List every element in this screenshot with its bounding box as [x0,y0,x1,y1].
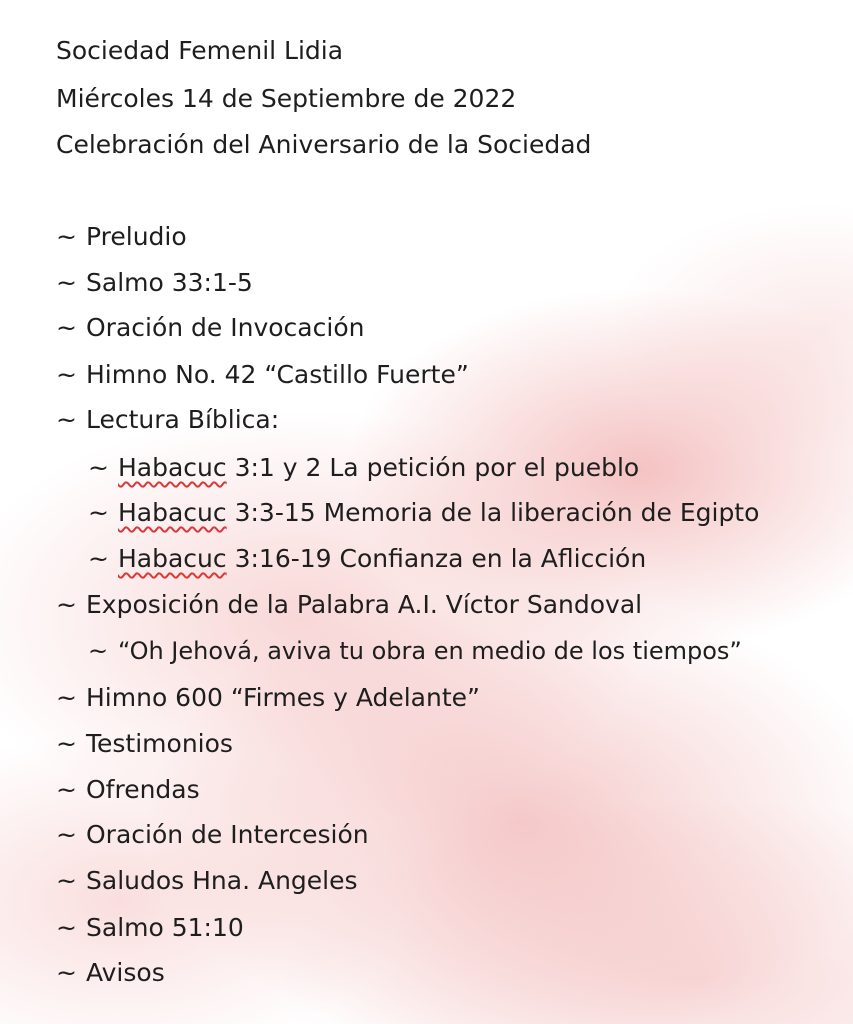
list-item: ~ Himno 600 “Firmes y Adelante” [56,683,480,712]
dash-marker: ~ [56,222,77,251]
event-title: Celebración del Aniversario de la Sociedad [56,130,592,159]
dash-marker: ~ [56,729,77,758]
list-subitem: ~ Habacuc 3:1 y 2 La petición por el pueblo [88,453,640,482]
dash-marker: ~ [56,958,77,987]
society-name: Sociedad Femenil Lidia [56,36,344,65]
event-date: Miércoles 14 de Septiembre de 2022 [56,84,517,113]
list-item: ~ Testimonios [56,729,233,758]
dash-marker: ~ [88,544,109,573]
dash-marker: ~ [56,683,77,712]
list-item: ~ Lectura Bíblica: [56,405,280,434]
list-item: ~ Himno No. 42 “Castillo Fuerte” [56,360,469,389]
list-item: ~ Preludio [56,222,187,251]
dash-marker: ~ [56,820,77,849]
dash-marker: ~ [88,453,109,482]
list-item: ~ Exposición de la Palabra A.I. Víctor Sandoval [56,590,643,619]
dash-marker: ~ [56,913,77,942]
dash-marker: ~ [56,775,77,804]
list-subitem: ~ Habacuc 3:3-15 Memoria de la liberación de Egipto [88,498,760,527]
dash-marker: ~ [56,360,77,389]
list-item: ~ Salmo 51:10 [56,913,244,942]
list-item: ~ Avisos [56,958,165,987]
dash-marker: ~ [88,498,109,527]
list-item: ~ Salmo 33:1-5 [56,268,253,297]
dash-marker: ~ [88,637,109,665]
list-item: ~ Oración de Intercesión [56,820,369,849]
misspelled-word: Habacuc [118,544,227,573]
list-item: ~ Oración de Invocación [56,313,365,342]
list-item: ~ Ofrendas [56,775,200,804]
dash-marker: ~ [56,313,77,342]
dash-marker: ~ [56,590,77,619]
misspelled-word: Habacuc [118,498,227,527]
list-item: ~ Saludos Hna. Angeles [56,866,358,895]
list-subitem: ~ “Oh Jehová, aviva tu obra en medio de los tiempos” [88,637,742,665]
dash-marker: ~ [56,405,77,434]
dash-marker: ~ [56,866,77,895]
list-subitem: ~ Habacuc 3:16-19 Confianza en la Aflicción [88,544,647,573]
dash-marker: ~ [56,268,77,297]
misspelled-word: Habacuc [118,453,227,482]
